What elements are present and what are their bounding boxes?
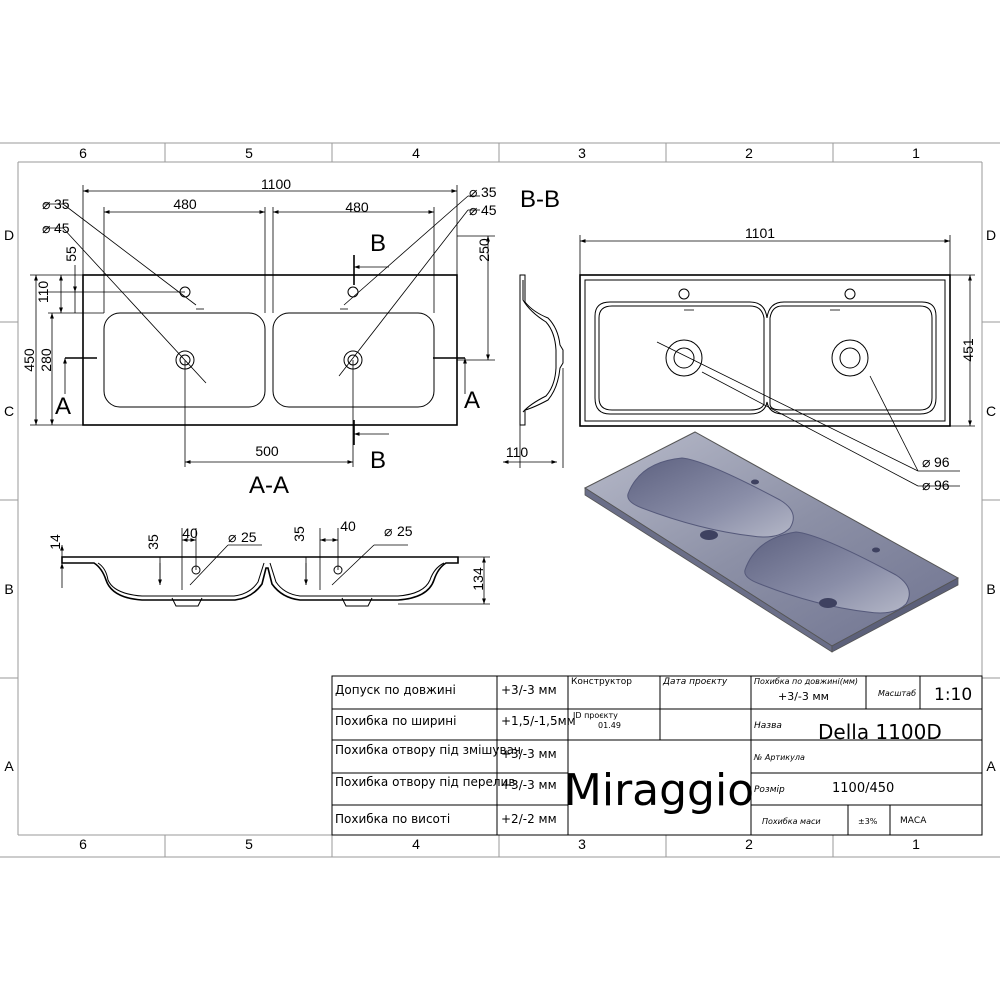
dim-25-left: 25 [241, 529, 257, 545]
section-b-label: B [369, 230, 387, 257]
column-label: 2 [745, 836, 753, 852]
row-label: A [4, 758, 14, 774]
scale-value: 1:10 [934, 685, 973, 705]
tolerance-value: +3/-3 мм [501, 778, 557, 792]
dia-symbol: ⌀ [469, 202, 478, 218]
constructor-label: Конструктор [571, 677, 632, 687]
dia-symbol: ⌀ [922, 477, 931, 493]
dim-280: 280 [38, 348, 54, 372]
mass-error-label: Похибка маси [762, 817, 821, 826]
dim-250: 250 [476, 238, 492, 262]
side-view [503, 275, 563, 468]
column-label: 2 [745, 145, 753, 161]
size-label: Розмір [754, 785, 785, 795]
dim-110: 110 [35, 280, 51, 304]
dia-symbol: ⌀ [922, 454, 931, 470]
tolerance-value: +1,5/-1,5мм [501, 714, 576, 728]
dim-hole-dia: 35 [54, 196, 70, 212]
row-label: D [985, 227, 997, 243]
column-label: 4 [412, 145, 420, 161]
dim-drain-dia: 96 [934, 454, 950, 470]
section-a-label: A [54, 393, 72, 420]
dim-bb-width: 1101 [744, 225, 776, 241]
dim-right-offset: 480 [345, 199, 369, 215]
tolerance-value: +2/-2 мм [501, 812, 557, 826]
row-label: C [3, 403, 15, 419]
dia-symbol: ⌀ [42, 196, 51, 212]
project-date-label: Дата проєкту [663, 677, 728, 687]
dim-overall-width: 1100 [260, 176, 292, 192]
section-bb-title: B-B [519, 186, 561, 213]
column-label: 3 [578, 145, 586, 161]
section-b-label: B [369, 447, 387, 474]
dim-hole-dia: 45 [54, 220, 70, 236]
row-label: C [985, 403, 997, 419]
tolerance-label: Похибка по ширині [335, 714, 457, 728]
length-error-label: Похибка по довжині(мм) [754, 677, 859, 686]
dia-symbol: ⌀ [42, 220, 51, 236]
length-error-value: +3/-3 мм [778, 690, 829, 703]
tolerance-label: Похибка отвору під перелив [335, 775, 516, 789]
tolerance-label: Допуск по довжині [335, 683, 456, 697]
mass-error-value: ±3% [858, 817, 878, 826]
name-label: Назва [754, 721, 782, 731]
dim-25-right: 25 [397, 523, 413, 539]
column-label: 6 [79, 836, 87, 852]
section-bb-view [520, 186, 976, 493]
dim-35-right: 35 [291, 526, 307, 542]
row-label: D [3, 227, 15, 243]
column-label: 1 [912, 836, 920, 852]
top-view-labels [21, 176, 497, 499]
column-label: 1 [912, 145, 920, 161]
dia-symbol: ⌀ [384, 523, 393, 539]
column-label: 5 [245, 145, 253, 161]
dim-hole-dia: 45 [481, 202, 497, 218]
section-aa-view [47, 518, 490, 606]
tolerance-value: +3/-3 мм [501, 747, 557, 761]
dim-450: 450 [21, 348, 37, 372]
view-label-aa: A-A [248, 472, 290, 499]
dim-40-right: 40 [340, 518, 356, 534]
article-label: № Артикула [754, 753, 805, 762]
section-a-label: A [463, 387, 481, 414]
dim-500: 500 [255, 443, 279, 459]
title-block-text [335, 677, 972, 826]
scale-label: Масштаб [878, 689, 917, 698]
tolerance-label: Похибка по висоті [335, 812, 451, 826]
dim-35-left: 35 [145, 534, 161, 550]
top-view [30, 185, 495, 467]
row-label: B [4, 581, 14, 597]
dim-40-left: 40 [182, 525, 198, 541]
isometric-view [585, 432, 958, 652]
dim-14: 14 [47, 534, 63, 550]
project-id: 01.49 [598, 721, 621, 730]
dim-left-offset: 480 [173, 196, 197, 212]
dim-hole-dia: 35 [481, 184, 497, 200]
mass-label: МАСА [900, 816, 927, 826]
row-label: A [986, 758, 996, 774]
dia-symbol: ⌀ [469, 184, 478, 200]
size-value: 1100/450 [832, 781, 895, 796]
project-id-label: ID проєкту [573, 711, 618, 720]
column-label: 3 [578, 836, 586, 852]
brand-logo: Miraggio [563, 765, 755, 816]
dia-symbol: ⌀ [228, 529, 237, 545]
column-label: 4 [412, 836, 420, 852]
column-label: 5 [245, 836, 253, 852]
column-label: 6 [79, 145, 87, 161]
tolerance-value: +3/-3 мм [501, 683, 557, 697]
dim-depth: 110 [505, 444, 529, 460]
dim-55: 55 [63, 246, 79, 262]
dim-134: 134 [470, 567, 486, 591]
product-name: Della 1100D [818, 720, 942, 744]
dim-drain-dia: 96 [934, 477, 950, 493]
dim-bb-height: 451 [960, 338, 976, 362]
tolerance-label: Похибка отвору під змішувач [335, 743, 522, 757]
row-label: B [986, 581, 996, 597]
